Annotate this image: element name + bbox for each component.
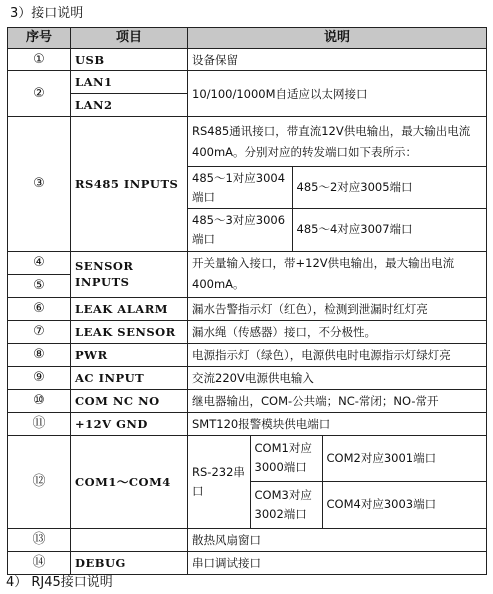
row-desc: 漏水告警指示灯（红色），检测到泄漏时红灯亮 xyxy=(188,297,487,320)
row-desc: 串口调试接口 xyxy=(188,551,487,574)
row-desc: 电源指示灯（绿色），电源供电时电源指示灯绿灯亮 xyxy=(188,343,487,366)
row-desc: 漏水绳（传感器）接口，不分极性。 xyxy=(188,320,487,343)
row-number: ⑪ xyxy=(8,412,71,435)
table-header-row xyxy=(8,28,487,49)
row-item: SENSOR INPUTS xyxy=(71,251,188,297)
row-desc: 散热风扇窗口 xyxy=(188,528,487,551)
row-number: ⑩ xyxy=(8,389,71,412)
table-row xyxy=(8,71,487,94)
row-desc-nested xyxy=(188,117,487,252)
port-map-cell: 485～3对应3006端口 xyxy=(188,209,292,251)
row-item: COM NC NO xyxy=(71,389,188,412)
next-section-title: 4） RJ45接口说明 xyxy=(6,575,113,590)
table-row xyxy=(8,366,487,389)
row-desc: 开关量输入接口，带+12V供电输出，最大输出电流400mA。 xyxy=(188,251,487,297)
com-map-cell: COM1对应3000端口 xyxy=(250,436,322,482)
row-number: ③ xyxy=(8,117,71,252)
interface-table xyxy=(7,27,487,575)
row-item: USB xyxy=(71,49,188,71)
section-title: 3）接口说明 xyxy=(10,6,84,21)
port-map-cell: 485～1对应3004端口 xyxy=(188,167,292,209)
header-item: 项目 xyxy=(71,28,188,49)
table-row xyxy=(8,435,487,528)
row-item: +12V GND xyxy=(71,412,188,435)
row-number: ⑬ xyxy=(8,528,71,551)
row-desc: RS485通讯接口，带直流12V供电输出，最大输出电流400mA。分别对应的转发端口如下表所示： xyxy=(192,124,471,159)
com-map-cell: COM4对应3003端口 xyxy=(322,482,486,528)
port-map-cell: 485～2对应3005端口 xyxy=(292,167,486,209)
row-desc-nested xyxy=(188,435,487,528)
table-row xyxy=(8,320,487,343)
table-row xyxy=(8,251,487,274)
row-desc: 交流220V电源供电输入 xyxy=(188,366,487,389)
port-map-cell: 485～4对应3007端口 xyxy=(292,209,486,251)
row-desc: 设备保留 xyxy=(188,49,487,71)
row-item: DEBUG xyxy=(71,551,188,574)
row-item: LAN2 xyxy=(71,94,188,117)
table-row xyxy=(8,528,487,551)
table-row xyxy=(8,343,487,366)
row-number: ⑧ xyxy=(8,343,71,366)
row-number: ⑫ xyxy=(8,435,71,528)
row-number: ④ xyxy=(8,251,71,274)
row-number: ⑭ xyxy=(8,551,71,574)
com-map-cell: COM3对应3002端口 xyxy=(250,482,322,528)
row-item: LAN1 xyxy=(71,71,188,94)
row-item: RS485 INPUTS xyxy=(71,117,188,252)
row-item: LEAK SENSOR xyxy=(71,320,188,343)
com-map-cell: COM2对应3001端口 xyxy=(322,436,486,482)
row-number: ⑦ xyxy=(8,320,71,343)
header-num: 序号 xyxy=(8,28,71,49)
table-row xyxy=(8,412,487,435)
row-desc: 10/100/1000M自适应以太网接口 xyxy=(188,71,487,117)
row-number: ⑤ xyxy=(8,274,71,297)
row-number: ② xyxy=(8,71,71,117)
com-map-table xyxy=(188,436,486,528)
table-row xyxy=(8,389,487,412)
row-item xyxy=(71,528,188,551)
row-desc: 继电器输出，COM-公共端；NC-常闭；NO-常开 xyxy=(188,389,487,412)
table-row xyxy=(8,117,487,252)
row-number: ① xyxy=(8,49,71,71)
row-desc: SMT120报警模块供电端口 xyxy=(188,412,487,435)
row-item: COM1～COM4 xyxy=(71,435,188,528)
row-item: LEAK ALARM xyxy=(71,297,188,320)
row-item: AC INPUT xyxy=(71,366,188,389)
table-row xyxy=(8,49,487,71)
row-number: ⑥ xyxy=(8,297,71,320)
header-desc: 说明 xyxy=(188,28,487,49)
row-desc: RS-232串口 xyxy=(188,436,250,528)
row-number: ⑨ xyxy=(8,366,71,389)
table-row xyxy=(8,551,487,574)
port-map-table xyxy=(188,166,486,251)
row-item: PWR xyxy=(71,343,188,366)
table-row xyxy=(8,297,487,320)
